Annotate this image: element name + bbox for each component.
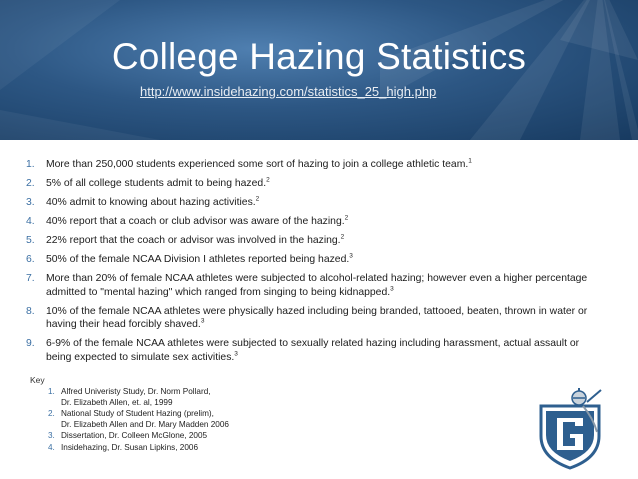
reference-list [48,387,348,454]
statistics-list [26,158,606,370]
item-number: 2. [26,178,35,189]
item-text [46,215,348,229]
statistic-item [26,177,606,191]
reference-line-2: Dr. Elizabeth Allen and Dr. Mary Madden 2006 [61,419,229,429]
reference-line-1: Dissertation, Dr. Colleen McGlone, 2005 [61,431,208,440]
item-number: 1. [26,159,35,170]
reference-number: 2. [48,409,55,418]
citation-marker: 2 [344,214,349,222]
statistic-item [26,234,606,248]
reference-text [61,431,207,442]
source-link[interactable]: http://www.insidehazing.com/statistics_25_high.php [140,84,437,99]
citation-marker: 3 [200,317,205,325]
reference-item [48,409,348,430]
item-body: More than 20% of female NCAA athletes were subjected to alcohol-related hazing; however even a higher percentage admitted to "mental hazing" which ranged from singing to being kidnapped. [46,273,588,298]
reference-line-1: Insidehazing, Dr. Susan Lipkins, 2006 [61,442,199,452]
item-text [46,337,606,364]
reference-line-2: Dr. Elizabeth Allen, et. al, 1999 [61,397,173,407]
item-number: 3. [26,197,35,208]
statistic-item [26,158,606,172]
citation-marker: 3 [349,252,353,260]
item-body: 5% of all college students admit to being hazed. [46,178,267,189]
item-body: 10% of the female NCAA athletes were physically hazed including being branded, tattooed, beaten, thrown in water or having their head forcibly shaved. [46,305,588,330]
item-body: 40% admit to knowing about hazing activities. [46,197,256,208]
reference-item [48,431,348,442]
key-label: Key [30,375,45,385]
item-body: 50% of the female NCAA Division I athletes reported being hazed. [46,254,350,265]
item-text [46,272,606,299]
item-number: 9. [26,338,35,349]
item-body: 22% report that the coach or advisor was involved in the hazing. [46,235,341,246]
item-text [46,196,259,210]
citation-marker: 2 [255,195,260,203]
citation-marker: 3 [390,285,394,293]
reference-line-1: Alfred Univeristy Study, Dr. Norm Pollard, [61,387,211,396]
item-body: More than 250,000 students experienced some sort of hazing to join a college athletic team. [46,159,469,170]
citation-marker: 2 [340,233,345,241]
reference-number: 3. [48,431,55,440]
item-number: 7. [26,273,35,284]
statistic-item [26,253,606,267]
item-text [46,305,606,332]
reference-number: 1. [48,387,55,396]
reference-number: 4. [48,442,55,452]
reference-text [61,387,211,408]
item-number: 4. [26,216,35,227]
citation-marker: 1 [468,157,472,165]
knight-shield-logo-icon [535,388,605,470]
item-text [46,158,472,172]
reference-item [48,443,348,454]
reference-line-1: National Study of Student Hazing (prelim), [61,409,214,418]
item-body: 40% report that a coach or club advisor was aware of the hazing. [46,216,345,227]
item-number: 6. [26,254,35,265]
item-body: 6-9% of the female NCAA athletes were subjected to sexually related hazing including harassment, actual assault or being expected to simulate sex activities. [46,338,580,363]
statistic-item [26,196,606,210]
reference-item [48,387,348,408]
item-text [46,177,270,191]
citation-marker: 3 [234,350,238,358]
item-text [46,234,344,248]
reference-text [61,409,229,430]
item-number: 8. [26,305,35,317]
statistic-item [26,215,606,229]
statistic-item [26,337,606,364]
reference-text [61,443,198,454]
statistic-item [26,272,606,299]
title-banner [0,0,638,140]
statistic-item [26,305,606,332]
item-number: 5. [26,235,35,246]
slide-title: College Hazing Statistics [111,36,527,77]
item-text [46,253,353,267]
citation-marker: 2 [266,176,270,184]
